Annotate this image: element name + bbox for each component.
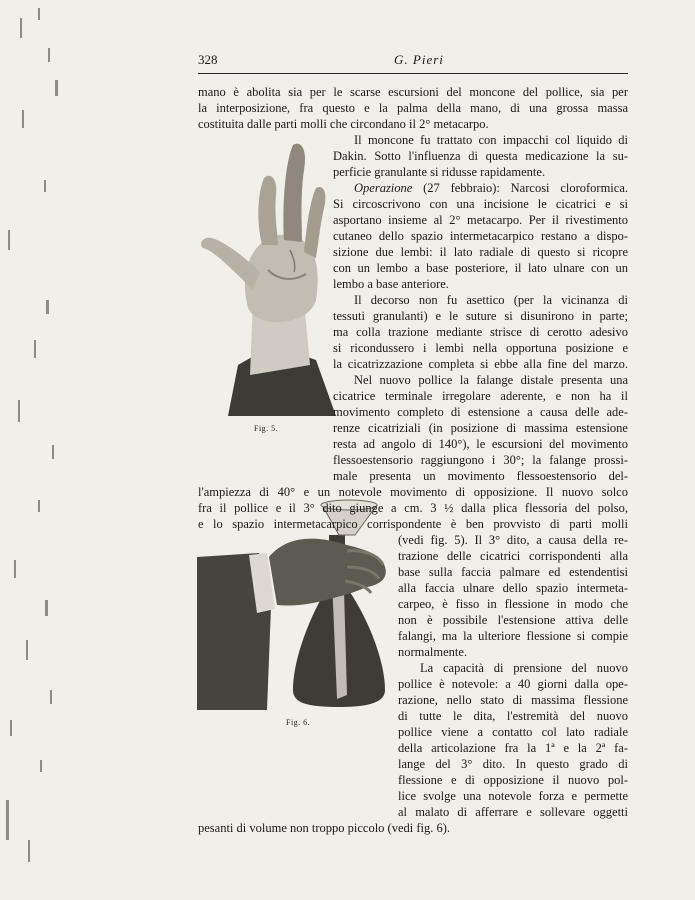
text-line: Si circoscrivono con una incisione le cicatrici e si xyxy=(333,197,628,211)
text-line: l'ampiezza di 40° e un notevole movimento di opposizione. Il nuovo solco xyxy=(198,485,628,499)
running-title: G. Pieri xyxy=(394,52,444,67)
text-line: normalmente. xyxy=(398,645,468,659)
operazione-line xyxy=(354,180,628,196)
figure-6-caption: Fig. 6. xyxy=(286,718,311,727)
text-line: movimento completo di estensione a causa delle ade- xyxy=(333,405,628,419)
text-line: lice svolge una notevole forza e permette xyxy=(398,789,628,803)
text-line: mano è abolita sia per le scarse escursioni del moncone del pollice, sia per xyxy=(198,85,628,99)
text-line: (vedi fig. 5). Il 3° dito, a causa della re- xyxy=(398,533,628,547)
text-line: Dakin. Sotto l'influenza di questa medicazione la su- xyxy=(333,149,628,163)
text-line: trazione delle cicatrici corrispondenti alla xyxy=(398,549,628,563)
text-line: Il moncone fu trattato con impacchi col liquido di xyxy=(354,133,628,147)
text-line: fra il pollice e il 3° dito giunge a cm. 3 ½ dalla plica flessoria del polso, xyxy=(198,501,628,515)
text-line: non è possibile l'estensione attiva delle xyxy=(398,613,628,627)
figure-5-hand-photo xyxy=(198,140,340,416)
text-line: costituita dalle parti molli che circondano il 2° metacarpo. xyxy=(198,117,489,131)
text-line: pesanti di volume non troppo piccolo (vedi fig. 6). xyxy=(198,821,451,835)
text-line: la cicatrizzazione completa si ebbe alla fine del marzo. xyxy=(333,357,628,371)
text-line: Nel nuovo pollice la falange distale presenta una xyxy=(354,373,628,387)
text-line: flessione e di opposizione il nuovo pol- xyxy=(398,773,628,787)
text-line: carpeo, è fisso in flessione in modo che xyxy=(398,597,628,611)
text-line: ma colla trazione mediante strisce di cerotto adesivo xyxy=(333,325,628,339)
text-line: della articolazione fra la 1ª e la 2ª fa- xyxy=(398,741,628,755)
text-line: Il decorso non fu asettico (per la vicinanza di xyxy=(354,293,628,307)
text-line: al malato di afferrare e sollevare oggetti xyxy=(398,805,628,819)
text-line: con un lembo a base posteriore, il lato ulnare con un xyxy=(333,261,628,275)
text-line: la interposizione, fra questo e la palma della mano, di una grossa massa xyxy=(198,101,628,115)
text-line: renze cicatriziali (in posizione di massima estensione xyxy=(333,421,628,435)
text-line: cicatrice terminale irregolare aderente, e non ha il xyxy=(333,389,628,403)
text-line: falangi, ma la ulteriore flessione si compie xyxy=(398,629,628,643)
text-line: asportano insieme al 2° metacarpo. Per il rivestimento xyxy=(333,213,628,227)
header-rule xyxy=(198,73,628,74)
text-line: razione, nello stato di massima flessione xyxy=(398,693,628,707)
figure-5-caption: Fig. 5. xyxy=(254,424,279,433)
text-line: lembo a base anteriore. xyxy=(333,277,449,291)
text-line: tessuti granulanti) e le suture si disunirono in parte; xyxy=(333,309,628,323)
text-line: perficie granulante si ridusse rapidamente. xyxy=(333,165,546,179)
text-line: e lo spazio intermetacarpico corrispondente è ben provvisto di parti molli xyxy=(198,517,628,531)
text-line: si ricondussero i lembi nella opportuna posizione e xyxy=(333,341,628,355)
text-line: (27 febbraio): Narcosi cloroformica. xyxy=(423,181,628,195)
text-line: lange del 3° dito. In questo grado di xyxy=(398,757,628,771)
text-line: male presenta un movimento flessoestensorio del- xyxy=(333,469,628,483)
text-line: cutaneo dello spazio intermetacarpico restano a dispo- xyxy=(333,229,628,243)
text-line: base sulla faccia palmare ed estendentisi xyxy=(398,565,628,579)
italic-lead: Operazione xyxy=(354,181,413,195)
text-line: flessoestensorio raggiungono i 30°; la falange prossi- xyxy=(333,453,628,467)
text-line: di tutte le dita, l'estremità del nuovo xyxy=(398,709,628,723)
page-header xyxy=(198,52,628,72)
text-line: resta ad angolo di 140°), le escursioni del movimento xyxy=(333,437,628,451)
text-line: alla faccia ulnare dello spazio intermeta- xyxy=(398,581,628,595)
text-line: La capacità di prensione del nuovo xyxy=(420,661,628,675)
text-line: sizione due lembi: il lato radiale di questo si ricopre xyxy=(333,245,628,259)
page-number: 328 xyxy=(198,52,218,67)
text-line: pollice è notevole: a 40 giorni dalla ope- xyxy=(398,677,628,691)
text-line: pollice viene a contatto col lato radiale xyxy=(398,725,628,739)
margin-bleed-marks xyxy=(0,0,70,900)
